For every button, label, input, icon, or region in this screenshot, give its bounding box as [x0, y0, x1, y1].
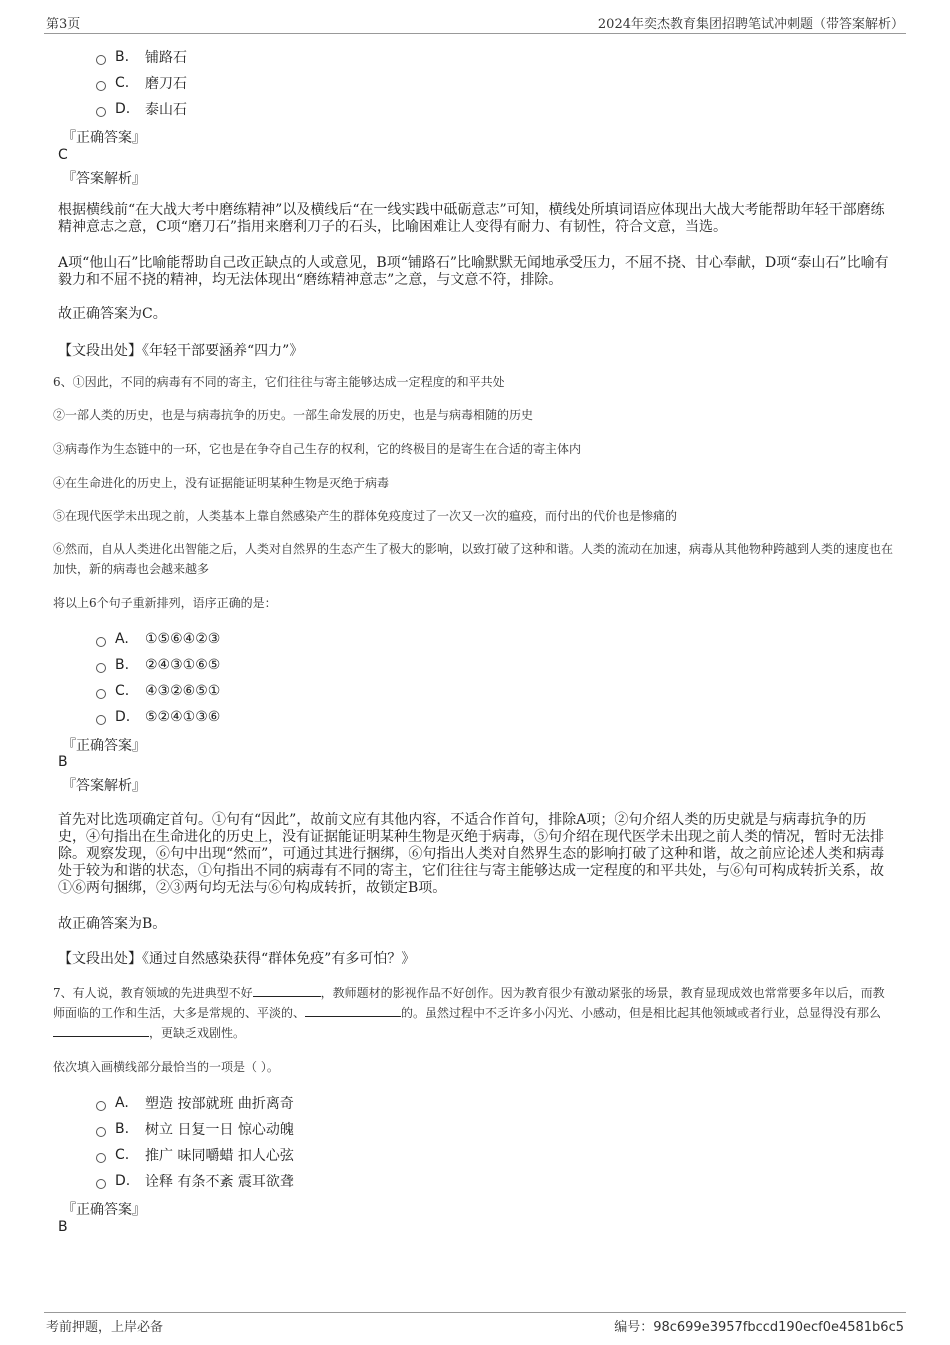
q7-answer-label: 『正确答案』 — [62, 1202, 146, 1218]
footer-slogan: 考前押题，上岸必备 — [46, 1320, 164, 1335]
q6-analysis-label: 『答案解析』 — [62, 778, 146, 794]
q7-stem: 7、有人说，教育领域的先进典型不好 ，教师题材的影视作品不好创作。因为教育很少有激动紧张的场景，教育显现成效也常常要多年以后，而教师面临的工作和生活，大多是常规的、平淡的、 的。虽然过程中不乏许多小闪光、小感动，但是相比起其他领域或者行业，总显得没有那么，更缺乏戏剧性。 — [53, 986, 885, 1040]
page-number: 第3页 — [46, 17, 81, 32]
q5-analysis-label: 『答案解析』 — [62, 171, 146, 187]
radio-icon[interactable] — [96, 1101, 106, 1111]
q6-answer: B — [58, 754, 68, 770]
q5-answer: C — [58, 147, 68, 163]
q7-option-c[interactable]: C. 推广 味同嚼蜡 扣人心弦 — [96, 1144, 294, 1166]
q5-answer-label: 『正确答案』 — [62, 130, 146, 146]
q6-sentence: ③病毒作为生态链中的一环，它也是在争夺自己生存的权利，它的终极目的是寄生在合适的寄主体内 — [53, 442, 582, 456]
radio-icon[interactable] — [96, 1153, 106, 1163]
q7-option-b[interactable]: B. 树立 日复一日 惊心动魄 — [96, 1118, 294, 1140]
q6-option-c[interactable]: C. ④③②⑥⑤① — [96, 680, 220, 702]
header-divider — [44, 33, 906, 34]
radio-icon[interactable] — [96, 663, 106, 673]
radio-icon[interactable] — [96, 81, 106, 91]
blank-line — [53, 1024, 149, 1037]
q5-source: 【文段出处】《年轻干部要涵养“四力”》 — [58, 343, 304, 359]
radio-icon[interactable] — [96, 715, 106, 725]
q7-option-a[interactable]: A. 塑造 按部就班 曲折离奇 — [96, 1092, 294, 1114]
blank-line — [253, 984, 321, 997]
q7-prompt: 依次填入画横线部分最恰当的一项是（ ）。 — [53, 1060, 279, 1074]
q6-sentence: ⑥然而，自从人类进化出智能之后，人类对自然界的生态产生了极大的影响，以致打破了这种和谐。人类的流动在加速，病毒从其他物种跨越到人类的速度也在加快，新的病毒也会越来越多 — [53, 542, 894, 576]
radio-icon[interactable] — [96, 1127, 106, 1137]
q6-sentence: ④在生命进化的历史上，没有证据能证明某种生物是灭绝于病毒 — [53, 476, 390, 490]
q6-source: 【文段出处】《通过自然感染获得“群体免疫”有多可怕？》 — [58, 951, 416, 967]
q6-sentence: 6、①因此，不同的病毒有不同的寄主，它们往往与寄主能够达成一定程度的和平共处 — [53, 375, 505, 389]
q6-option-a[interactable]: A. ①⑤⑥④②③ — [96, 628, 220, 650]
q6-conclusion: 故正确答案为B。 — [58, 916, 167, 932]
q6-prompt: 将以上6个句子重新排列，语序正确的是： — [53, 596, 277, 610]
q5-analysis-paragraph: A项“他山石”比喻能帮助自己改正缺点的人或意见，B项“铺路石”比喻默默无闻地承受压力，不屈不挠、甘心奉献，D项“泰山石”比喻有毅力和不屈不挠的精神，均无法体现出“磨练精神意志”之意，与文意不符，排除。 — [58, 255, 889, 288]
q5-option-b[interactable]: B. 铺路石 — [96, 46, 187, 68]
q7-option-d[interactable]: D. 诠释 有条不紊 震耳欲聋 — [96, 1170, 294, 1192]
q6-answer-label: 『正确答案』 — [62, 738, 146, 754]
q6-sentence: ⑤在现代医学未出现之前，人类基本上靠自然感染产生的群体免疫度过了一次又一次的瘟疫，而付出的代价也是惨痛的 — [53, 509, 678, 523]
q5-analysis-paragraph: 根据横线前“在大战大考中磨练精神”以及横线后“在一线实践中砥砺意志”可知，横线处所填词语应体现出大战大考能帮助年轻干部磨练精神意志之意，C项“磨刀石”指用来磨利刀子的石头，比喻困难让人变得有耐力、有韧性，符合文意，当选。 — [58, 202, 885, 235]
document-code: 编号：98c699e3957fbccd190ecf0e4581b6c5 — [614, 1320, 904, 1335]
q6-sentence: ②一部人类的历史，也是与病毒抗争的历史。一部生命发展的历史，也是与病毒相随的历史 — [53, 408, 534, 422]
q5-option-c[interactable]: C. 磨刀石 — [96, 72, 187, 94]
radio-icon[interactable] — [96, 1179, 106, 1189]
q6-analysis-paragraph: 首先对比选项确定首句。①句有“因此”，故前文应有其他内容，不适合作首句，排除A项；②句介绍人类的历史就是与病毒抗争的历史，④句指出在生命进化的历史上，没有证据能证明某种生物是灭绝于病毒，⑤句介绍在现代医学未出现之前人类的情况，暂时无法排除。观察发现，⑥句中出现“然而”，可通过其进行捆绑，⑥句指出人类对自然界生态的影响打破了这种和谐，故之前应论述人类和病毒处于较为和谐的状态，①句指出不同的病毒有不同的寄主，它们往往与寄主能够达成一定程度的和平共处，与⑥句可构成转折关系，故①⑥两句捆绑，②③两句均无法与⑥句构成转折，故锁定B项。 — [58, 812, 885, 896]
footer-divider — [44, 1312, 906, 1313]
q5-option-d[interactable]: D. 泰山石 — [96, 98, 187, 120]
radio-icon[interactable] — [96, 55, 106, 65]
q5-conclusion: 故正确答案为C。 — [58, 306, 167, 322]
radio-icon[interactable] — [96, 107, 106, 117]
q6-option-d[interactable]: D. ⑤②④①③⑥ — [96, 706, 220, 728]
document-title: 2024年奕杰教育集团招聘笔试冲刺题（带答案解析） — [597, 17, 904, 32]
radio-icon[interactable] — [96, 689, 106, 699]
radio-icon[interactable] — [96, 637, 106, 647]
q7-answer: B — [58, 1219, 68, 1235]
blank-line — [305, 1004, 401, 1017]
q6-option-b[interactable]: B. ②④③①⑥⑤ — [96, 654, 220, 676]
